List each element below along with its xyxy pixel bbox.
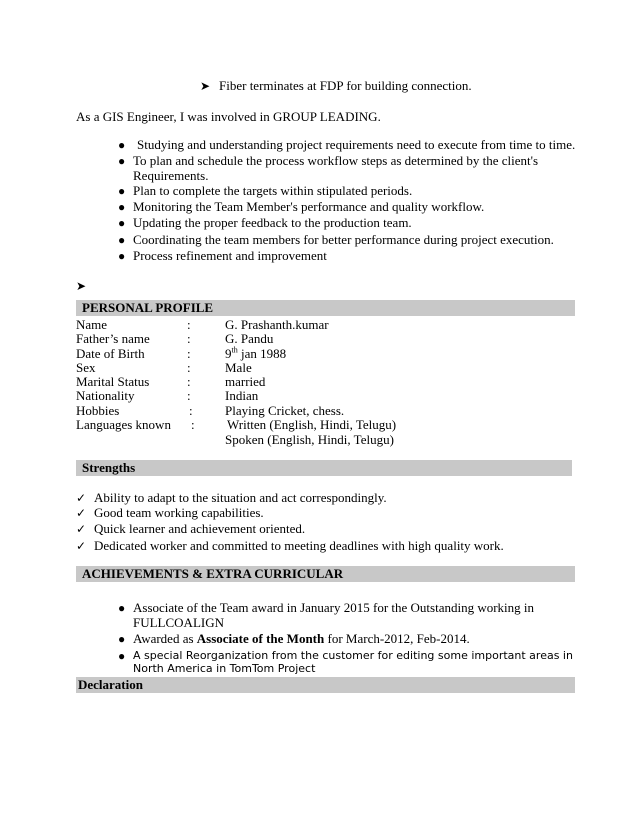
declaration-heading: Declaration: [78, 677, 143, 692]
profile-label: Date of Birth: [76, 346, 145, 361]
profile-value: G. Pandu: [225, 331, 274, 346]
disc-bullet-icon: ●: [118, 249, 126, 263]
list-item: Dedicated worker and committed to meeting deadlines with high quality work.: [94, 538, 504, 553]
profile-label: Father’s name: [76, 331, 150, 346]
profile-value-2: Spoken (English, Hindi, Telugu): [225, 432, 394, 447]
profile-value: Playing Cricket, chess.: [225, 403, 345, 418]
list-item: Associate of the Team award in January 2015 for the Outstanding working in: [133, 600, 535, 615]
profile-colon: :: [187, 388, 191, 403]
profile-value: G. Prashanth.kumar: [225, 317, 329, 332]
disc-bullet-icon: ●: [118, 138, 126, 152]
strengths-heading: Strengths: [82, 460, 136, 475]
award-title: Associate of the Month: [196, 631, 325, 646]
disc-bullet-icon: ●: [118, 649, 126, 663]
list-item: Good team working capabilities.: [94, 505, 264, 520]
section-bar-strengths: [76, 460, 572, 476]
profile-label: Languages known: [76, 417, 171, 432]
arrow-bullet-icon: ➤: [200, 79, 211, 93]
disc-bullet-icon: ●: [118, 154, 126, 168]
disc-bullet-icon: ●: [118, 233, 126, 247]
disc-bullet-icon: ●: [118, 200, 126, 214]
award-prefix: Awarded as: [133, 631, 197, 646]
profile-label: Sex: [76, 360, 96, 375]
achievements-heading: ACHIEVEMENTS & EXTRA CURRICULAR: [82, 566, 344, 581]
profile-label: Hobbies: [76, 403, 120, 418]
checkmark-icon: ✓: [76, 539, 87, 553]
list-item-continuation: Requirements.: [133, 168, 209, 183]
profile-colon: :: [189, 403, 193, 418]
profile-value: Indian: [225, 388, 259, 403]
profile-heading: PERSONAL PROFILE: [82, 300, 214, 315]
profile-colon: :: [187, 331, 191, 346]
fiber-line: Fiber terminates at FDP for building connection.: [219, 78, 472, 93]
list-item: To plan and schedule the process workflow steps as determined by the client's: [133, 153, 539, 168]
section-bar-declaration: [76, 677, 575, 693]
list-item-continuation: North America in TomTom Project: [133, 662, 316, 675]
list-item: Process refinement and improvement: [133, 248, 327, 263]
list-item-continuation: FULLCOALIGN: [133, 615, 224, 630]
disc-bullet-icon: ●: [118, 216, 126, 230]
dob-rest: jan 1988: [237, 346, 287, 361]
award-suffix: for March-2012, Feb-2014.: [324, 631, 470, 646]
list-item: [133, 631, 470, 647]
list-item: Ability to adapt to the situation and act correspondingly.: [94, 490, 387, 505]
checkmark-icon: ✓: [76, 506, 87, 520]
profile-value: married: [225, 374, 266, 389]
list-item: Plan to complete the targets within stipulated periods.: [133, 183, 413, 198]
profile-label: Marital Status: [76, 374, 150, 389]
role-intro: As a GIS Engineer, I was involved in GROUP LEADING.: [76, 109, 381, 124]
profile-value: Male: [225, 360, 252, 375]
list-item: Quick learner and achievement oriented.: [94, 521, 306, 536]
profile-colon: :: [187, 346, 191, 361]
arrow-bullet-icon: ➤: [76, 279, 87, 293]
disc-bullet-icon: ●: [118, 184, 126, 198]
profile-colon: :: [187, 374, 191, 389]
dob-day: 9: [225, 346, 232, 361]
disc-bullet-icon: ●: [118, 601, 126, 615]
list-item: Studying and understanding project requirements need to execute from time to time.: [137, 137, 576, 152]
list-item: A special Reorganization from the customer for editing some important areas in: [133, 649, 573, 662]
profile-label: Nationality: [76, 388, 135, 403]
list-item: Updating the proper feedback to the production team.: [133, 215, 412, 230]
list-item: Monitoring the Team Member's performance and quality workflow.: [133, 199, 485, 214]
profile-colon: :: [191, 417, 195, 432]
list-item: Coordinating the team members for better performance during project execution.: [133, 232, 554, 247]
checkmark-icon: ✓: [76, 491, 87, 505]
profile-colon: :: [187, 360, 191, 375]
profile-value: Written (English, Hindi, Telugu): [227, 417, 397, 432]
profile-label: Name: [76, 317, 108, 332]
profile-colon: :: [187, 317, 191, 332]
dob-ordinal: th: [231, 345, 238, 355]
checkmark-icon: ✓: [76, 522, 87, 536]
disc-bullet-icon: ●: [118, 632, 126, 646]
